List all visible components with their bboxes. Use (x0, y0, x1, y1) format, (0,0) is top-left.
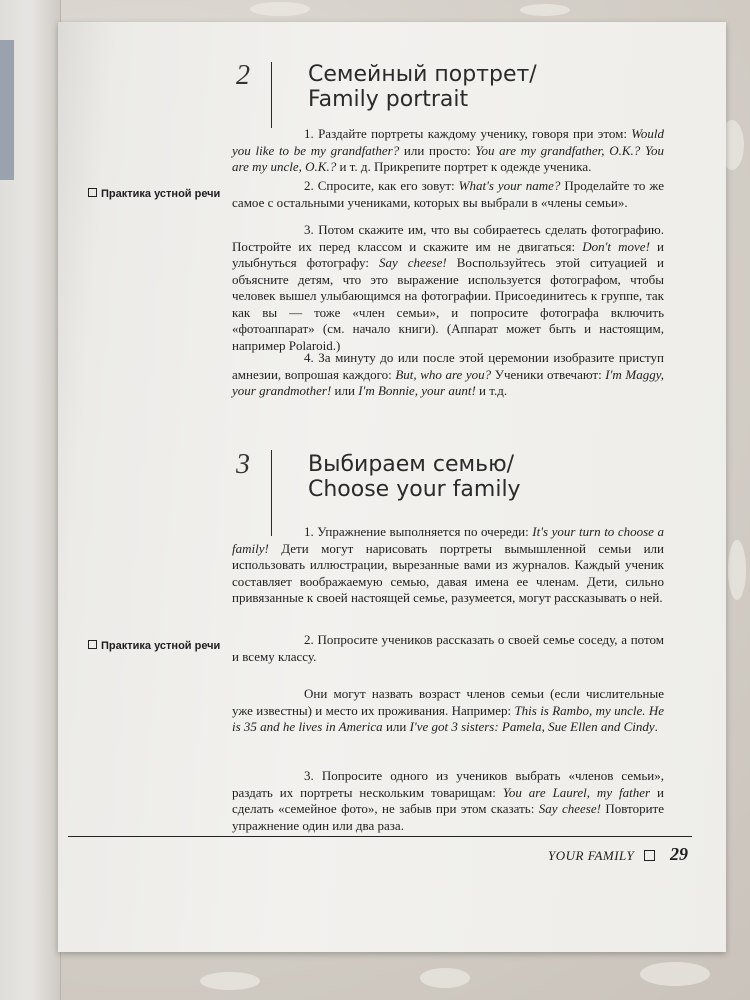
book-page (58, 22, 726, 952)
section-title-en: Choose your family (308, 477, 521, 502)
paragraph: 3. Потом скажите им, что вы собираетесь сделать фотографию. Постройте их перед классом и скажите им не двигаться: Don't move! и улыбнуться фотографу: Say cheese! Воспользуйтесь этой ситуацией и объясните детям, что это выражение используется фотографом, чтобы человек вышел улыбающимся на фотографии. Присоединитесь к группе, так как вы — тоже «член семьи», и попросите фотографа включить «фотоаппарат» (см. начало книги). (Аппарат может быть и настоящим, например Polaroid.) (232, 222, 665, 353)
checkbox-bullet-icon (88, 188, 97, 197)
paragraph: 1. Раздайте портреты каждому ученику, говоря при этом: Would you like to be my grandfather? или просто: You are my grandfather, O.K.? You are my uncle, O.K.? и т. д. Прикрепите портрет к одежде ученика. (232, 126, 665, 174)
paragraph: 3. Попросите одного из учеников выбрать «членов семьи», раздать их портреты нескольким товарищам: You are Laurel, my father и сделать «семейное фото», не забыв при этом сказать: Say cheese! Повторите упражнение один или два раза. (232, 768, 664, 833)
section-title-ru: Выбираем семью/ (308, 452, 515, 477)
paragraph: 4. За минуту до или после этой церемонии изобразите приступ амнезии, вопрошая каждого: But, who are you? Ученики отвечают: I'm Maggy, your grandmother! или I'm Bonnie, your aunt! и т.д. (232, 350, 664, 398)
left-page-edge (0, 0, 61, 1000)
sidebar-note: Практика устной речи (88, 640, 220, 653)
page-number: 29 (670, 844, 688, 864)
checkbox-bullet-icon (88, 640, 97, 649)
sidebar-note: Практика устной речи (88, 188, 220, 201)
paragraph: 1. Упражнение выполняется по очереди: It's your turn to choose a family! Дети могут нарисовать портреты вымышленной семьи или использовать иллюстрации, вырезанные вами из журналов. Каждый ученик составляет воображаемую семью, давая имена ее членам. Дети, сильно привязанные к своей настоящей семье, разумеется, могут рассказывать о ней. (232, 524, 664, 605)
section-number: 2 (236, 60, 250, 91)
paragraph: Они могут назвать возраст членов семьи (если числительные уже известны) и место их проживания. Например: This is Rambo, my uncle. He is 35 and he lives in America или I've got 3 sisters: Pamela, Sue Ellen and Cindy. (232, 686, 664, 734)
section-title-ru: Семейный портрет/ (308, 62, 537, 87)
footer-label: YOUR FAMILY (548, 848, 635, 863)
paragraph: 2. Спросите, как его зовут: What's your name? Проделайте то же самое с остальными учениками, которых вы выбрали в «члены семьи». (232, 178, 664, 210)
section-number: 3 (236, 449, 250, 480)
section-divider (271, 62, 272, 128)
footer-rule (68, 836, 692, 837)
square-bullet-icon (644, 850, 655, 861)
paragraph: 2. Попросите учеников рассказать о своей семье соседу, а потом и всему классу. (232, 632, 664, 664)
section-title-en: Family portrait (308, 87, 469, 112)
